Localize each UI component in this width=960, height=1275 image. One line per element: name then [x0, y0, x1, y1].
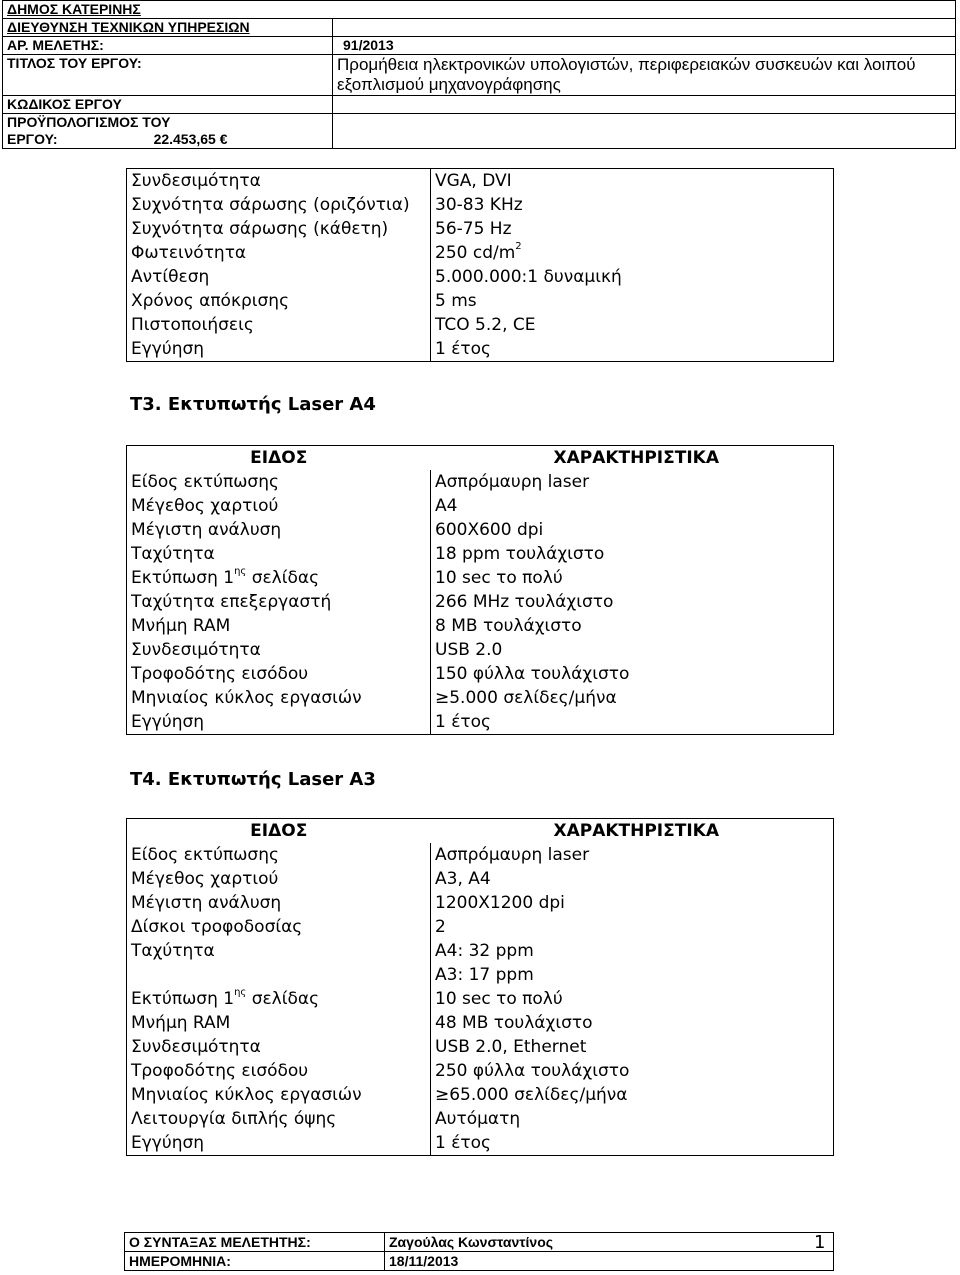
spec-value: USB 2.0 [431, 638, 834, 662]
author-value: Ζαγούλας Κωνσταντίνος [385, 1233, 834, 1252]
date-value: 18/11/2013 [385, 1252, 834, 1271]
spec-name: Είδος εκτύπωσης [127, 470, 431, 494]
spec-name: Συνδεσιμότητα [127, 169, 431, 194]
spec-name: Εγγύηση [127, 1131, 431, 1156]
date-label: ΗΜΕΡΟΜΗΝΙΑ: [125, 1252, 385, 1271]
spec-name: Λειτουργία διπλής όψης [127, 1107, 431, 1131]
spec-row [127, 1083, 834, 1107]
spec-name: Αντίθεση [127, 265, 431, 289]
spec-row [127, 1035, 834, 1059]
spec-value: 56-75 Hz [431, 217, 834, 241]
spec-name: Συχνότητα σάρωσης (οριζόντια) [127, 193, 431, 217]
spec-value: 150 φύλλα τουλάχιστο [431, 662, 834, 686]
spec-name: Ταχύτητα [127, 939, 431, 987]
budget-label: ΠΡΟΫΠΟΛΟΓΙΣΜΟΣ ΤΟΥ ΕΡΓΟΥ: 22.453,65 € [3, 114, 333, 149]
spec-value: 8 MB τουλάχιστο [431, 614, 834, 638]
monitor-specs-table [126, 168, 834, 362]
spec-name: Τροφοδότης εισόδου [127, 1059, 431, 1083]
spec-row [127, 566, 834, 590]
spec-value: ≥5.000 σελίδες/μήνα [431, 686, 834, 710]
spec-value: 250 $cd/m^2$ [431, 241, 834, 265]
spec-name: Εκτύπωση $1^{\eta\varsigma}$ σελίδας [127, 566, 431, 590]
spec-value: 1 έτος [431, 710, 834, 735]
spec-value: TCO 5.2, CE [431, 313, 834, 337]
municipality-name: ΔΗΜΟΣ ΚΑΤΕΡΙΝΗΣ [3, 1, 956, 19]
project-title-label: ΤΙΤΛΟΣ ΤΟΥ ΕΡΓΟΥ: [3, 55, 333, 96]
spec-value: 2 [431, 915, 834, 939]
spec-row [127, 939, 834, 987]
page-number: 1 [814, 1232, 826, 1253]
spec-row [127, 1011, 834, 1035]
study-number-label: ΑΡ. ΜΕΛΕΤΗΣ: [3, 37, 333, 55]
spec-row [127, 241, 834, 265]
spec-row [127, 710, 834, 735]
spec-name: Συνδεσιμότητα [127, 638, 431, 662]
spec-row [127, 662, 834, 686]
spec-row [127, 470, 834, 494]
spec-value: A3, A4 [431, 867, 834, 891]
t3-specs-table [126, 445, 834, 735]
spec-name: Μέγιστη ανάλυση [127, 518, 431, 542]
spec-value: 10 sec το πολύ [431, 566, 834, 590]
author-label: Ο ΣΥΝΤΑΞΑΣ ΜΕΛΕΤΗΤΗΣ: [125, 1233, 385, 1252]
spec-row [127, 614, 834, 638]
document-footer [124, 1232, 834, 1271]
spec-row [127, 1131, 834, 1156]
spec-name: Ταχύτητα [127, 542, 431, 566]
spec-row [127, 1107, 834, 1131]
t4-heading: Τ4. Εκτυπωτής Laser A3 [130, 769, 376, 790]
spec-name: Μέγεθος χαρτιού [127, 494, 431, 518]
spec-value: USB 2.0, Ethernet [431, 1035, 834, 1059]
spec-value: 30-83 KHz [431, 193, 834, 217]
spec-value: A4 [431, 494, 834, 518]
spec-value: Ασπρόμαυρη laser [431, 843, 834, 867]
spec-value: Αυτόματη [431, 1107, 834, 1131]
spec-row [127, 891, 834, 915]
spec-value: 10 sec το πολύ [431, 987, 834, 1011]
document-header [2, 0, 956, 149]
spec-name: Μνήμη RAM [127, 1011, 431, 1035]
spec-value: 250 φύλλα τουλάχιστο [431, 1059, 834, 1083]
spec-value: ≥65.000 σελίδες/μήνα [431, 1083, 834, 1107]
spec-value: 5.000.000:1 δυναμική [431, 265, 834, 289]
spec-value: Ασπρόμαυρη laser [431, 470, 834, 494]
spec-name: Χρόνος απόκρισης [127, 289, 431, 313]
project-code-label: ΚΩΔΙΚΟΣ ΕΡΓΟΥ [3, 96, 333, 114]
spec-name: Συχνότητα σάρωσης (κάθετη) [127, 217, 431, 241]
spec-row [127, 217, 834, 241]
spec-name: Μνήμη RAM [127, 614, 431, 638]
spec-name: Εκτύπωση $1^{\eta\varsigma}$ σελίδας [127, 987, 431, 1011]
spec-name: Φωτεινότητα [127, 241, 431, 265]
spec-row [127, 843, 834, 867]
spec-name: Συνδεσιμότητα [127, 1035, 431, 1059]
spec-name: Μηνιαίος κύκλος εργασιών [127, 1083, 431, 1107]
spec-value: 266 MHz τουλάχιστο [431, 590, 834, 614]
spec-row [127, 337, 834, 362]
spec-value: 600X600 dpi [431, 518, 834, 542]
spec-row [127, 638, 834, 662]
spec-value: VGA, DVI [431, 169, 834, 194]
project-title-value: Προμήθεια ηλεκτρονικών υπολογιστών, περιφερειακών συσκευών και λοιπού εξοπλισμού μηχανογράφησης [333, 55, 956, 96]
spec-value: 1 έτος [431, 337, 834, 362]
spec-value: 1 έτος [431, 1131, 834, 1156]
spec-name: Μηνιαίος κύκλος εργασιών [127, 686, 431, 710]
t4-col-characteristics: ΧΑΡΑΚΤΗΡΙΣΤΙΚΑ [431, 819, 834, 844]
spec-name: Μέγιστη ανάλυση [127, 891, 431, 915]
t4-specs-table [126, 818, 834, 1156]
spec-row [127, 313, 834, 337]
spec-name: Εγγύηση [127, 710, 431, 735]
spec-value: 1200X1200 dpi [431, 891, 834, 915]
spec-row [127, 518, 834, 542]
spec-row [127, 867, 834, 891]
spec-row [127, 686, 834, 710]
spec-name: Μέγεθος χαρτιού [127, 867, 431, 891]
spec-value: 18 ppm τουλάχιστο [431, 542, 834, 566]
spec-name: Ταχύτητα επεξεργαστή [127, 590, 431, 614]
spec-row [127, 193, 834, 217]
spec-row [127, 987, 834, 1011]
spec-value: A4: 32 ppm A3: 17 ppm [431, 939, 834, 987]
budget-value: 22.453,65 € [153, 131, 228, 147]
study-number-value: 91/2013 [333, 37, 956, 55]
department-name: ΔΙΕΥΘΥΝΣΗ ΤΕΧΝΙΚΩΝ ΥΠΗΡΕΣΙΩΝ [3, 19, 333, 37]
spec-row [127, 542, 834, 566]
spec-name: Εγγύηση [127, 337, 431, 362]
spec-row [127, 169, 834, 194]
spec-row [127, 494, 834, 518]
t3-col-type: ΕΙΔΟΣ [127, 446, 431, 471]
project-code-value [333, 96, 956, 114]
spec-name: Τροφοδότης εισόδου [127, 662, 431, 686]
spec-row [127, 289, 834, 313]
spec-name: Δίσκοι τροφοδοσίας [127, 915, 431, 939]
spec-value: 5 ms [431, 289, 834, 313]
t4-col-type: ΕΙΔΟΣ [127, 819, 431, 844]
t3-heading: Τ3. Εκτυπωτής Laser A4 [130, 394, 376, 415]
spec-name: Πιστοποιήσεις [127, 313, 431, 337]
spec-name: Είδος εκτύπωσης [127, 843, 431, 867]
spec-value: 48 MB τουλάχιστο [431, 1011, 834, 1035]
spec-row [127, 1059, 834, 1083]
spec-row [127, 590, 834, 614]
spec-row [127, 915, 834, 939]
t3-col-characteristics: ΧΑΡΑΚΤΗΡΙΣΤΙΚΑ [431, 446, 834, 471]
spec-row [127, 265, 834, 289]
